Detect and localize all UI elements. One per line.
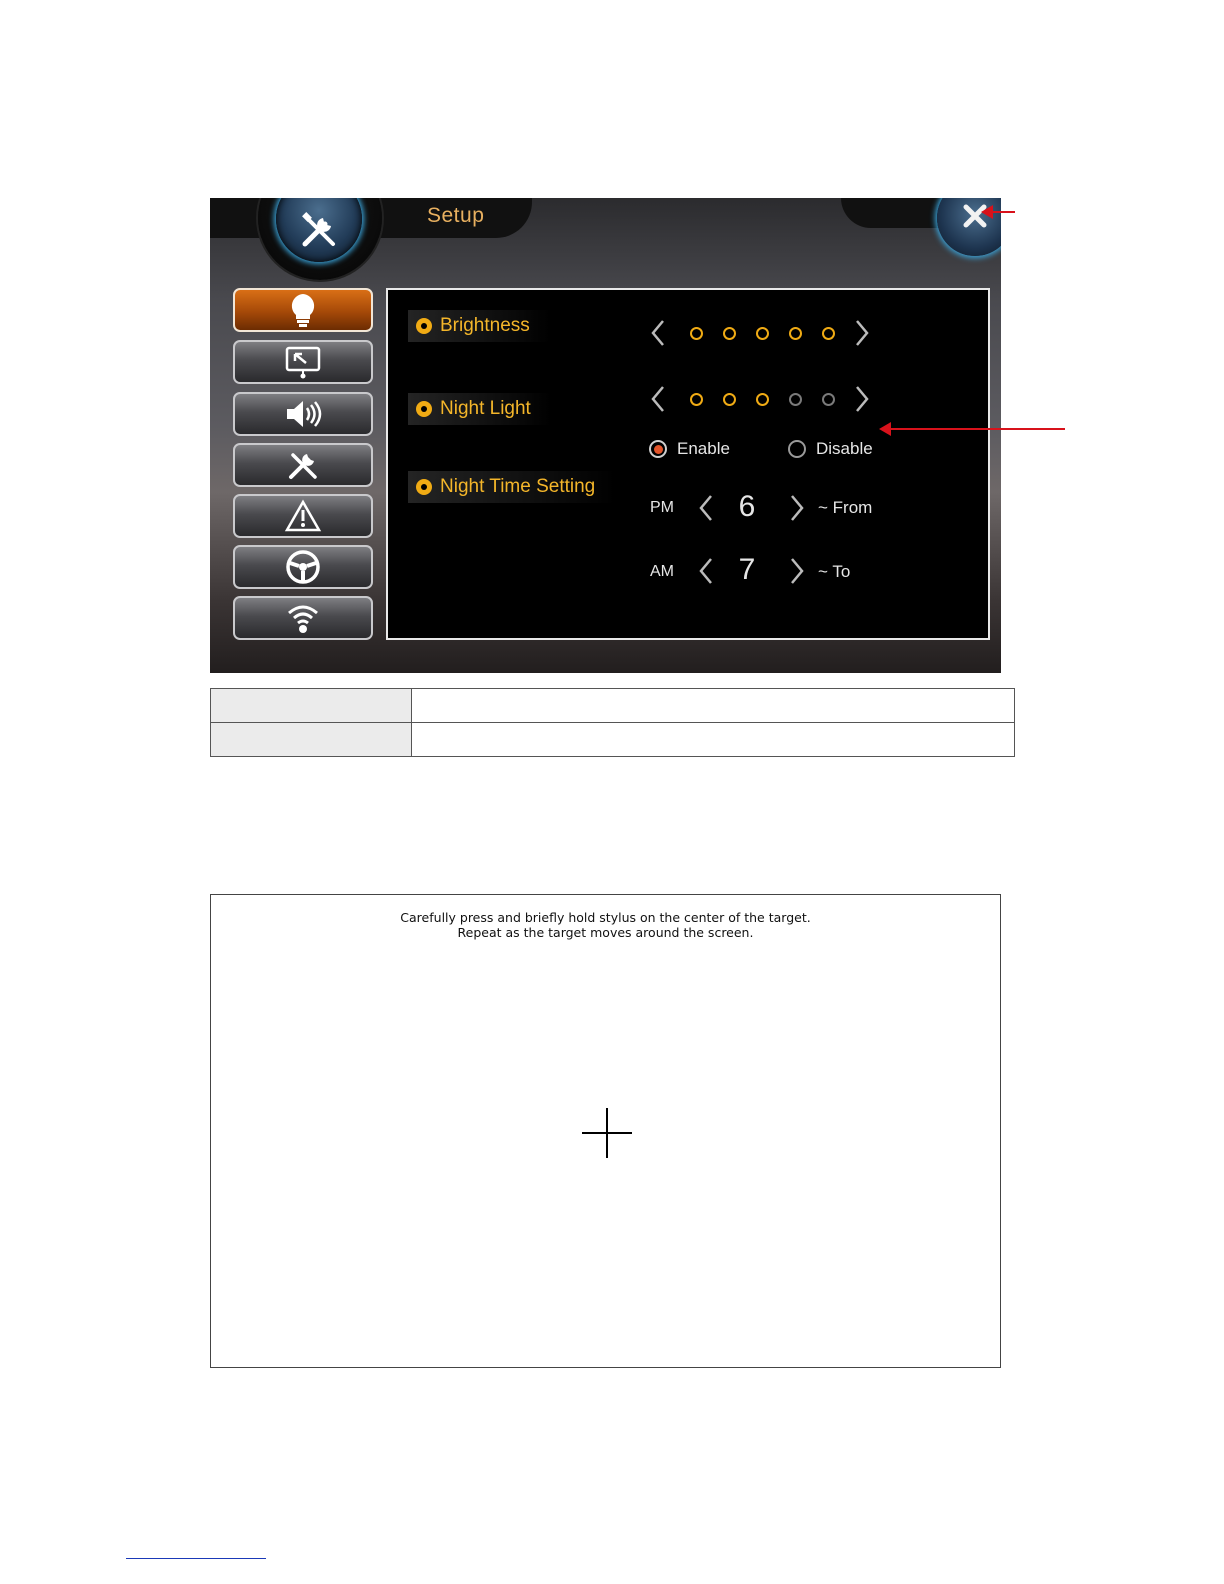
bullet-icon	[416, 479, 432, 495]
bullet-icon	[416, 401, 432, 417]
to-hour: 7	[738, 553, 756, 586]
disable-label: Disable	[816, 439, 873, 458]
sidebar-item-tools[interactable]	[233, 443, 373, 487]
level-dot	[822, 393, 835, 406]
calibration-instruction-line1: Carefully press and briefly hold stylus on the center of the target.	[400, 910, 811, 925]
table-value-cell	[412, 723, 1015, 757]
night-time-setting-text: Night Time Setting	[440, 476, 596, 497]
sidebar-item-sound[interactable]	[233, 392, 373, 436]
to-period: AM	[650, 563, 674, 580]
arrow-head-icon	[981, 205, 993, 219]
calibration-screenshot[interactable]	[210, 894, 1001, 1368]
night-light-text: Night Light	[440, 398, 531, 419]
level-dot	[789, 393, 802, 406]
disable-radio[interactable]	[788, 439, 873, 459]
night-light-level-control[interactable]	[648, 385, 878, 415]
sidebar-item-warning[interactable]	[233, 494, 373, 538]
chevron-right-icon[interactable]	[789, 557, 805, 585]
brightness-level-control[interactable]	[648, 319, 878, 349]
level-dot	[690, 327, 703, 340]
crosshair-target-icon[interactable]	[582, 1108, 632, 1158]
sidebar-item-wireless[interactable]	[233, 596, 373, 640]
wireless-icon	[285, 601, 321, 635]
chevron-left-icon[interactable]	[650, 385, 666, 413]
table-key-cell	[211, 689, 412, 723]
sidebar-item-display[interactable]	[233, 288, 373, 332]
speaker-icon	[284, 398, 322, 430]
table-row	[211, 723, 1015, 757]
tools-icon	[286, 448, 320, 482]
sidebar-item-steering[interactable]	[233, 545, 373, 589]
chevron-right-icon[interactable]	[854, 319, 870, 347]
touch-screen-icon	[284, 345, 322, 379]
from-hour: 6	[738, 490, 756, 523]
night-light-label	[408, 393, 551, 425]
radio-selected-icon	[649, 440, 667, 458]
from-period: PM	[650, 499, 674, 516]
level-dot	[690, 393, 703, 406]
calibration-instruction-line2: Repeat as the target moves around the screen.	[457, 925, 754, 940]
steering-wheel-icon	[285, 549, 321, 585]
chevron-right-icon[interactable]	[854, 385, 870, 413]
brightness-label	[408, 310, 550, 342]
brightness-text: Brightness	[440, 315, 530, 336]
chevron-left-icon[interactable]	[650, 319, 666, 347]
level-dot	[756, 393, 769, 406]
sidebar-item-touch[interactable]	[233, 340, 373, 384]
level-dot	[723, 327, 736, 340]
chevron-left-icon[interactable]	[698, 494, 714, 522]
lightbulb-icon	[288, 292, 318, 328]
enable-label: Enable	[677, 439, 730, 458]
night-time-setting-label	[408, 471, 615, 503]
setup-hub	[258, 198, 382, 280]
setup-hub-emblem	[276, 198, 362, 262]
footnote-rule	[126, 1558, 266, 1559]
chevron-left-icon[interactable]	[698, 557, 714, 585]
close-annotation-arrow	[990, 211, 1015, 213]
bullet-icon	[416, 318, 432, 334]
tools-icon	[299, 210, 339, 250]
table-key-cell	[211, 723, 412, 757]
level-dot	[822, 327, 835, 340]
table-row	[211, 689, 1015, 723]
to-label: ~ To	[818, 562, 851, 581]
chevron-right-icon[interactable]	[789, 494, 805, 522]
from-label: ~ From	[818, 498, 873, 517]
level-dot	[756, 327, 769, 340]
warning-icon	[284, 499, 322, 533]
arrow-head-icon	[879, 422, 891, 436]
panel-annotation-arrow	[888, 428, 1065, 430]
level-dot	[789, 327, 802, 340]
info-table	[210, 688, 1015, 757]
page-title: Setup	[427, 204, 485, 227]
radio-unselected-icon	[788, 440, 806, 458]
table-value-cell	[412, 689, 1015, 723]
level-dot	[723, 393, 736, 406]
enable-radio[interactable]	[649, 439, 730, 459]
settings-panel	[386, 288, 990, 640]
